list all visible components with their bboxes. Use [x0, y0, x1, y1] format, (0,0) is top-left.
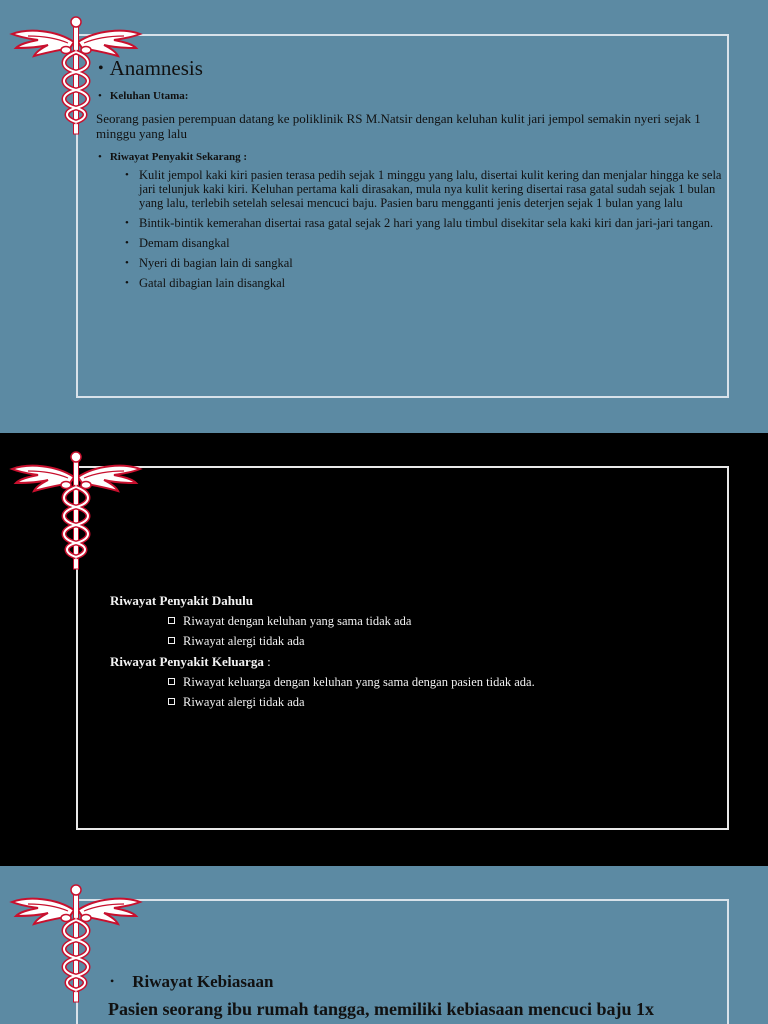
riwayat-kebiasaan-text: Pasien seorang ibu rumah tangga, memiliki kebiasaan mencuci baju 1x	[108, 999, 655, 1019]
list-item: • Kulit jempol kaki kiri pasien terasa pedih sejak 1 minggu yang lalu, disertai kulit kering dan menjalar hingga ke sela jari telunjuk kaki kiri. Keluhan pertama kali dirasakan, mula nya kulit kering disertai rasa gatal sudah sejak 1 bulan yang lalu, terlebih setelah selesai mencuci baju. Pasien baru mengganti jenis deterjen sejak 1 bulan yang lalu	[125, 168, 725, 210]
list-item: Riwayat alergi tidak ada	[168, 634, 305, 649]
rps-label: • Riwayat Penyakit Sekarang :	[98, 151, 248, 163]
slide-kebiasaan	[0, 866, 768, 1024]
list-item: • Bintik-bintik kemerahan disertai rasa gatal sejak 2 hari yang lalu timbul disekitar sela kaki kiri dan jari-jari tangan.	[125, 216, 725, 230]
slide-anamnesis	[0, 0, 768, 433]
riwayat-kebiasaan-title: • Riwayat Kebiasaan	[110, 972, 274, 991]
list-item: Riwayat keluarga dengan keluhan yang sama dengan pasien tidak ada.	[168, 675, 535, 690]
slide-riwayat	[0, 433, 768, 866]
rpd-label: Riwayat Penyakit Dahulu	[110, 593, 254, 608]
keluhan-utama-label: • Keluhan Utama:	[98, 90, 189, 102]
keluhan-utama-text: Seorang pasien perempuan datang ke poliklinik RS M.Natsir dengan keluhan kulit jari jempol semakin nyeri sejak 1 minggu yang lalu	[96, 111, 701, 141]
list-item: • Nyeri di bagian lain di sangkal	[125, 256, 725, 270]
rpk-label: Riwayat Penyakit Keluarga :	[110, 654, 271, 669]
list-item: Riwayat alergi tidak ada	[168, 695, 305, 710]
list-item: • Gatal dibagian lain disangkal	[125, 276, 725, 290]
rps-list	[125, 168, 725, 296]
list-item: • Demam disangkal	[125, 236, 725, 250]
slide-title: • Anamnesis	[98, 56, 203, 80]
list-item: Riwayat dengan keluhan yang sama tidak ada	[168, 614, 411, 629]
caduceus-icon	[8, 447, 144, 571]
